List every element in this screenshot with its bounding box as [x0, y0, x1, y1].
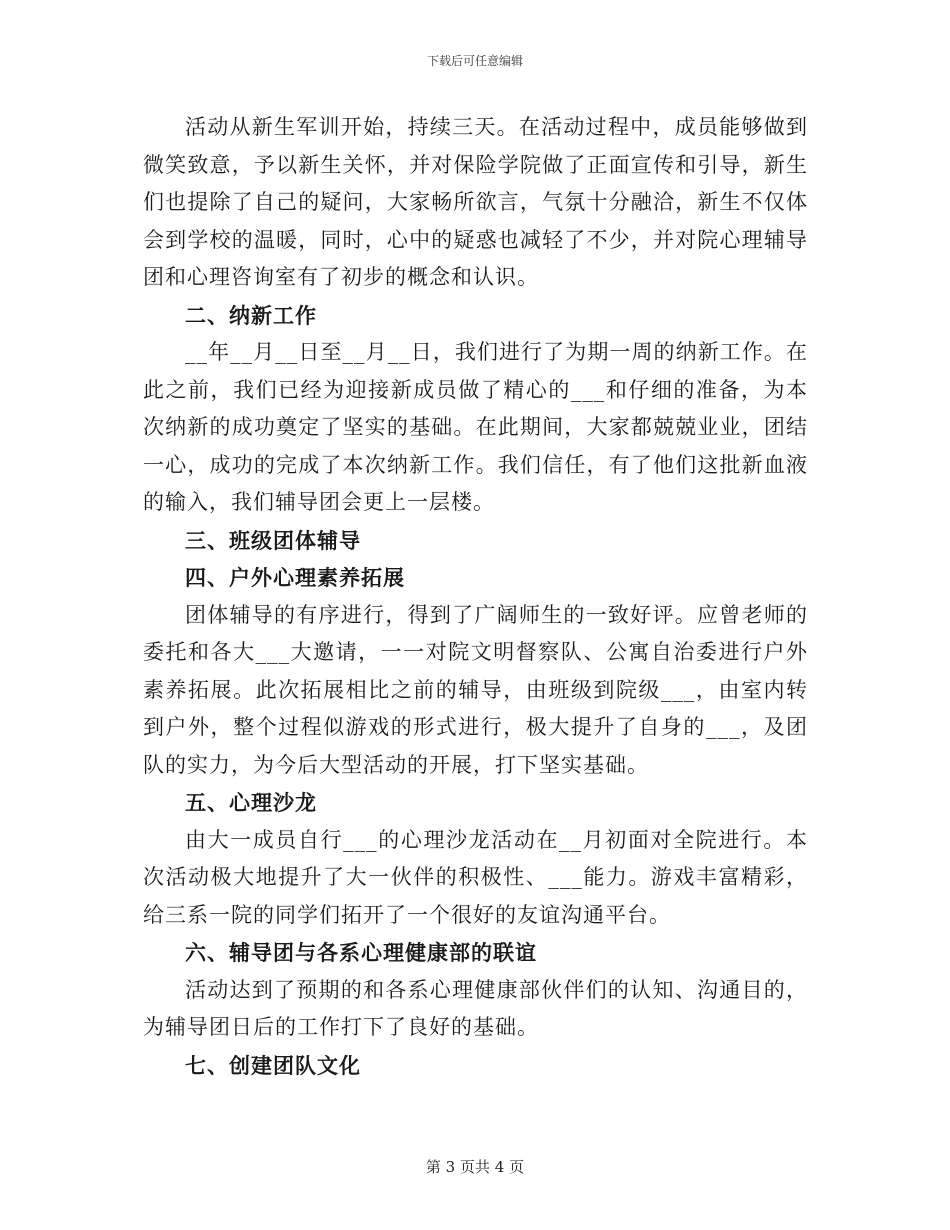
page-footer: 第 3 页共 4 页: [425, 1158, 525, 1176]
paragraph-salon: 由大一成员自行___的心理沙龙活动在__月初面对全院进行。本次活动极大地提升了大一伙伴的积极性、___能力。游戏丰富精彩，给三系一院的同学们拓开了一个很好的友谊沟通平台。: [143, 827, 808, 927]
document-body: [143, 109, 808, 1084]
paragraph-fellowship: 活动达到了预期的和各系心理健康部伙伴们的认知、沟通目的，为辅导团日后的工作打下了良好的基础。: [143, 977, 808, 1039]
section-heading-fellowship: 六、辅导团与各系心理健康部的联谊: [185, 940, 537, 965]
paragraph-intro: 活动从新生军训开始，持续三天。在活动过程中，成员能够做到微笑致意，予以新生关怀，并对保险学院做了正面宣传和引导，新生们也提除了自己的疑问，大家畅所欲言，气氛十分融洽，新生不仅体会到学校的温暖，同时，心中的疑惑也减轻了不少，并对院心理辅导团和心理咨询室有了初步的概念和认识。: [143, 115, 808, 289]
section-heading-outdoor-training: 四、户外心理素养拓展: [185, 565, 405, 590]
paragraph-recruitment: __年__月__日至__月__日，我们进行了为期一周的纳新工作。在此之前，我们已经为迎接新成员做了精心的___和仔细的准备，为本次纳新的成功奠定了坚实的基础。在此期间，大家都兢兢业业，团结一心，成功的完成了本次纳新工作。我们信任，有了他们这批新血液的输入，我们辅导团会更上一层楼。: [143, 340, 808, 514]
page-header: 下载后可任意编辑: [426, 54, 523, 68]
section-heading-salon: 五、心理沙龙: [185, 790, 317, 815]
paragraph-outdoor-training: 团体辅导的有序进行，得到了广阔师生的一致好评。应曾老师的委托和各大___大邀请，一一对院文明督察队、公寓自治委进行户外素养拓展。此次拓展相比之前的辅导，由班级到院级___，由室内转到户外，整个过程似游戏的形式进行，极大提升了自身的___，及团队的实力，为今后大型活动的开展，打下坚实基础。: [143, 602, 808, 777]
section-heading-team-culture: 七、创建团队文化: [185, 1052, 361, 1078]
section-heading-class-counseling: 三、班级团体辅导: [185, 527, 361, 553]
section-heading-recruitment: 二、纳新工作: [185, 302, 317, 328]
